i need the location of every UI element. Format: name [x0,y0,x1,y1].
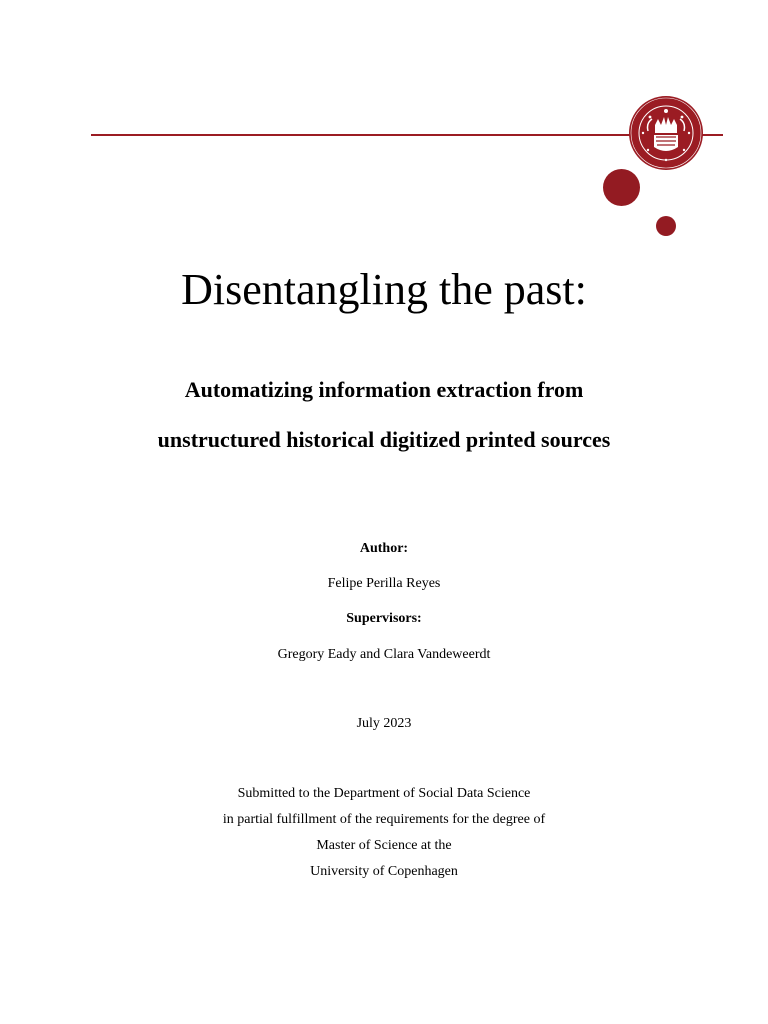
supervisors-names: Gregory Eady and Clara Vandeweerdt [277,647,491,662]
decorative-dot-small [656,216,676,236]
page-title: Disentangling the past: [181,265,587,314]
author-name: Felipe Perilla Reyes [327,576,441,591]
submission-line-1: Submitted to the Department of Social Data Science [237,786,531,801]
submission-line-3: Master of Science at the [316,838,452,853]
university-seal-icon [628,95,704,171]
author-label: Author: [359,541,409,556]
decorative-dot-large [603,169,640,206]
subtitle-line-2: unstructured historical digitized printed sources [157,427,611,452]
submission-line-4: University of Copenhagen [310,864,458,879]
submission-line-2: in partial fulfillment of the requirements for the degree of [222,812,546,827]
submission-date: July 2023 [356,716,412,731]
supervisors-label: Supervisors: [346,611,422,626]
subtitle-line-1: Automatizing information extraction from [184,377,584,402]
